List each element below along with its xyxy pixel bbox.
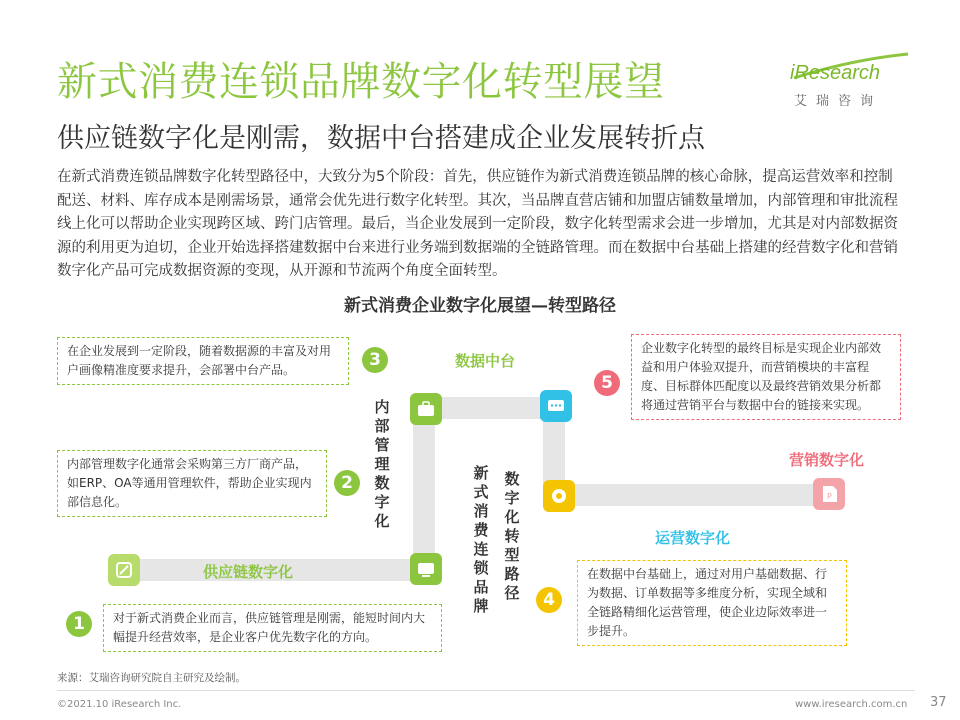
internal-mgmt-node	[410, 553, 442, 585]
center-vertical-label-right: 数字化转型路径	[504, 470, 520, 602]
source-note: 来源：艾瑞咨询研究院自主研究及绘制。	[57, 672, 246, 684]
chat-node	[540, 390, 572, 422]
footer-divider	[57, 690, 915, 691]
chat-icon	[540, 390, 572, 422]
marketing-label: 营销数字化	[789, 451, 865, 469]
stage-4-note: 在数据中台基础上，通过对用户基础数据、行为数据、订单数据等多维度分析，实现全域和全链路精细化运营管理，使企业边际效率进一步提升。	[577, 560, 847, 646]
gear-icon	[543, 480, 575, 512]
data-platform-node	[410, 393, 442, 425]
operations-node	[543, 480, 575, 512]
intro-paragraph: 在新式消费连锁品牌数字化转型路径中，大致分为5个阶段：首先，供应链作为新式消费连锁品牌的核心命脉，提高运营效率和控制配送、材料、库存成本是刚需场景，通常会优先进行数字化转型。其次，当品牌直营店铺和加盟店铺数量增加，内部管理和审批流程线上化可以帮助企业实现跨区域、跨门店管理。最后，当企业发展到一定阶段，数字化转型需求会进一步增加，尤其是对内部数据资源的利用更为迫切，企业开始选择搭建数据中台来进行业务端到数据端的全链路管理。而在数据中台基础上搭建的经营数字化和营销数字化产品可完成数据资源的变现，从开源和节流两个角度全面转型。	[57, 169, 898, 279]
svg-text:P: P	[827, 492, 832, 501]
link-icon	[108, 554, 140, 586]
briefcase-icon	[410, 393, 442, 425]
footer-url[interactable]: www.iresearch.com.cn	[795, 699, 908, 710]
logo-cn: 艾瑞咨询	[794, 94, 883, 109]
diagram-title: 新式消费企业数字化展望—转型路径	[344, 296, 616, 316]
logo-word: iResearch	[790, 62, 881, 84]
page-subtitle: 供应链数字化是刚需，数据中台搭建成企业发展转折点	[57, 123, 705, 154]
operations-label: 运营数字化	[655, 529, 731, 547]
supply-chain-node	[108, 554, 140, 586]
stage-2-note: 内部管理数字化通常会采购第三方厂商产品，如ERP、OA等通用管理软件，帮助企业实现内部信息化。	[57, 450, 327, 517]
stage-number-5: 5	[594, 370, 620, 396]
monitor-icon	[410, 553, 442, 585]
stage-number-1: 1	[66, 611, 92, 637]
stage-3-note: 在企业发展到一定阶段，随着数据源的丰富及对用户画像精准度要求提升，会部署中台产品。	[57, 337, 349, 385]
stage-number-2: 2	[334, 470, 360, 496]
copyright: ©2021.10 iResearch Inc.	[57, 699, 182, 710]
path-segment-5	[550, 484, 830, 506]
page-title: 新式消费连锁品牌数字化转型展望	[57, 59, 665, 105]
center-vertical-label-left: 新式消费连锁品牌	[473, 464, 489, 615]
internal-mgmt-vertical-label: 内部管理数字化	[374, 398, 390, 530]
data-platform-label: 数据中台	[455, 352, 516, 370]
stage-1-note: 对于新式消费企业而言，供应链管理是刚需，能短时间内大幅提升经营效率，是企业客户优先数字化的方向。	[103, 604, 442, 652]
supply-chain-label: 供应链数字化	[203, 563, 294, 581]
stage-number-3: 3	[362, 347, 388, 373]
document-icon	[813, 478, 845, 510]
stage-5-note: 企业数字化转型的最终目标是实现企业内部效益和用户体验双提升，而营销模块的丰富程度、目标群体匹配度以及最终营销效果分析都将通过营销平台与数据中台的链接来实现。	[631, 334, 901, 420]
stage-number-4: 4	[536, 587, 562, 613]
marketing-node	[813, 478, 845, 510]
page-number: 37	[930, 695, 947, 710]
